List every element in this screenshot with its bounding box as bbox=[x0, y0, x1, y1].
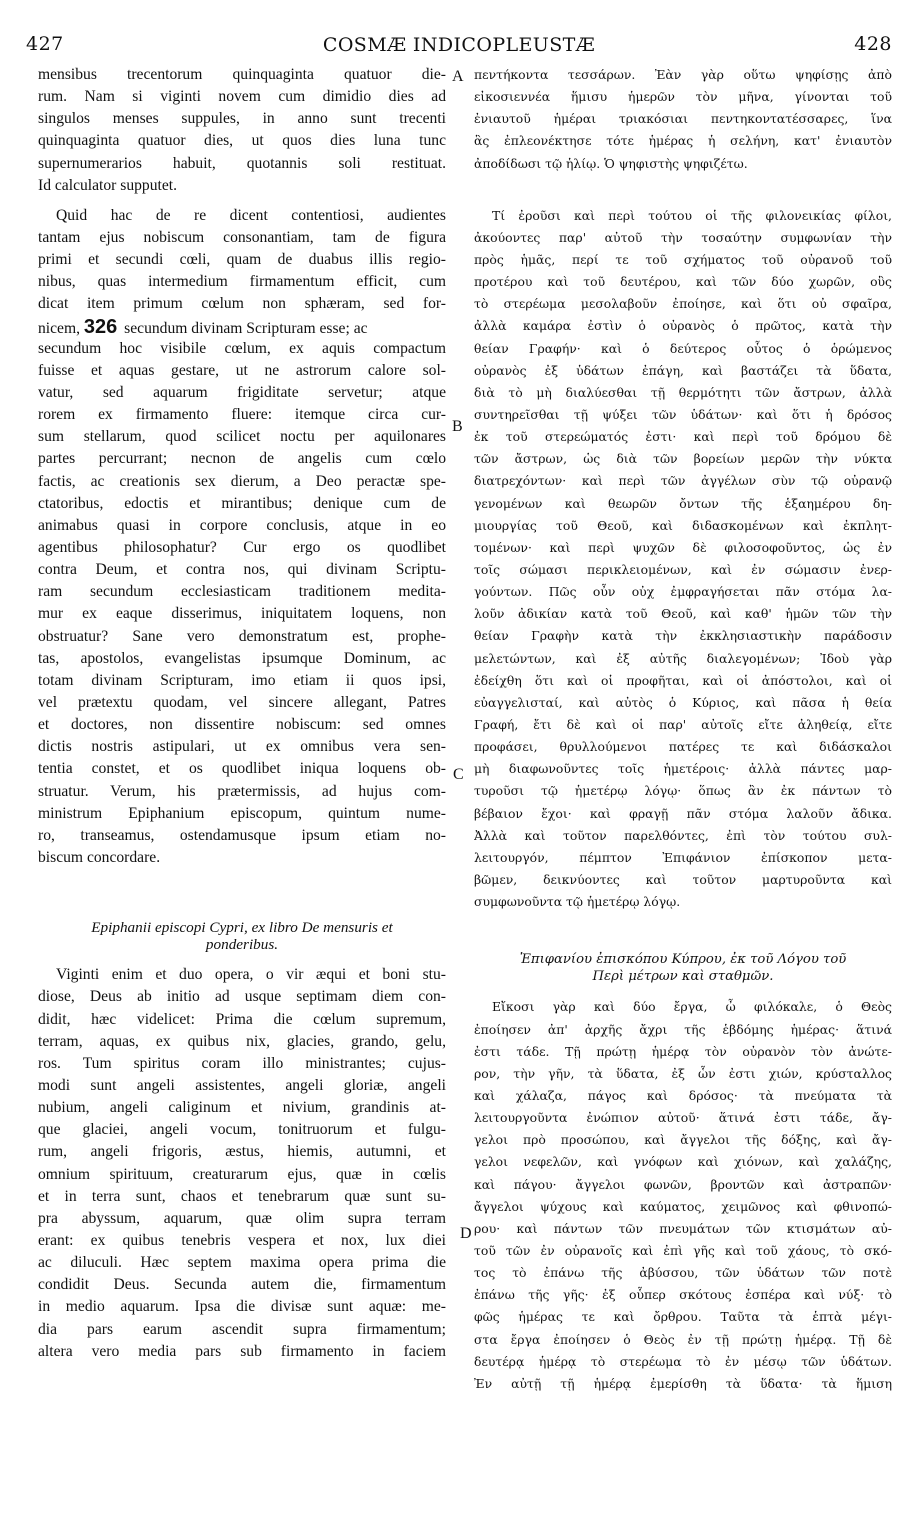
text-line: λειτουργοῦντα ἐνώπιον αὐτοῦ· ἅτινά ἐστι τάδε, ἄγ- bbox=[474, 1110, 892, 1126]
text-line: λοῦν ἀδικίαν κατὰ τοῦ Θεοῦ, καὶ καθ' ἡμῶν τῶν τὴν bbox=[474, 606, 892, 622]
text-line: dicat item primum cœlum non sphæram, sed for- bbox=[38, 295, 446, 313]
text-line: contra Deum, et contra nos, qui divinam Scriptu- bbox=[38, 561, 446, 579]
text-line: μὴ διαφωνοῦντες τοῖς ἡμετέροις· ἀλλὰ πάντες μαρ- bbox=[474, 761, 892, 777]
text-line: καὶ πάγου· ἄγγελοι φωνῶν, βροντῶν καὶ ἀστραπῶν· bbox=[474, 1176, 892, 1192]
text-line: θείαν Γραφήν· καὶ ὁ δεύτερος οὗτος ὁ ὁρώμενος bbox=[474, 340, 892, 356]
spacer bbox=[474, 175, 892, 205]
text-line: γούντων. Πῶς οὖν οὐχ ἐμφραγήσεται πᾶν στόμα λα- bbox=[474, 584, 892, 600]
text-line: ἐδείχθη ὅτι καὶ οἱ προφῆται, καὶ οἱ ἀπόστολοι, καὶ οἱ bbox=[474, 672, 892, 688]
text-line: θείαν Γραφὴν κατὰ τὴν ἐκκλησιαστικὴν παράδοσιν bbox=[474, 628, 892, 644]
text-line: ac diluculi. Hæc septem maxima opera prima die bbox=[38, 1254, 446, 1272]
text-line: in medio aquarum. Ipsa die divisæ sunt aquæ: me- bbox=[38, 1298, 446, 1316]
text-line: vatur, sed aquarum frigiditate servetur; atque bbox=[38, 383, 446, 401]
text-line: rorem ex firmamento fluere: itemque circa cur- bbox=[38, 406, 446, 424]
text-line: mensibus trecentorum quinquaginta quatuor die- bbox=[38, 66, 446, 83]
text-line: omnium spirituum, creaturarum ejus, quæ in cœlis bbox=[38, 1165, 446, 1183]
text-line: quinquaginta quatuor dies, ut quos dies luna tunc bbox=[38, 132, 446, 150]
text-line: biscum concordare. bbox=[38, 848, 161, 866]
text-line: et in terra sunt, chaos et tenebrarum quæ sunt su- bbox=[38, 1187, 446, 1205]
text-line: nubium, angeli caliginum et nivium, grandinis at- bbox=[38, 1099, 446, 1117]
heading-line: Περὶ μέτρων καὶ σταθμῶν. bbox=[592, 969, 774, 985]
text-line: προφάσει, θρυλλούμενοι πατέρες τε καὶ διδάσκαλοι bbox=[474, 739, 892, 755]
text-line: pra abyssum, aquarum, quæ olim supra terram bbox=[38, 1209, 446, 1227]
text-line: βῶμεν, δεικνύοντες καὶ τοῦτον μαρτυροῦντα καὶ bbox=[474, 871, 892, 887]
text-line: primi et secundi cœli, quam de duabus illis regio- bbox=[38, 251, 446, 269]
text-line: πρὸς ἡμᾶς, περί τε τοῦ σχήματος τοῦ οὐρανοῦ τοῦ bbox=[474, 251, 892, 267]
text-line: didit, hæc videlicet: Prima die cœlum supremum, bbox=[38, 1010, 446, 1028]
text-line: ἐπάνω τῆς γῆς· ἐξ οὗπερ σκότους ἑσπέρα καὶ νύξ· τὸ bbox=[474, 1287, 892, 1303]
text-line: Εἴκοσι γὰρ καὶ δύο ἔργα, ὦ φιλόκαλε, ὁ Θεὸς bbox=[492, 999, 892, 1015]
margin-marker-a: A bbox=[452, 68, 464, 85]
text-line: struatur. Verum, his prætermissis, ad hujus com- bbox=[38, 782, 446, 800]
text-line: φῶς ἡμέρας τε καὶ ὄρθρου. Ταῦτα τὰ ἑπτὰ μέγι- bbox=[474, 1309, 892, 1325]
text-line: agentibus philosophatur? Cur ergo os quodlibet bbox=[38, 538, 446, 556]
text-line: τυροῦσι τῷ ἡμετέρῳ λόγῳ· ὅπως ἂν ἐκ πάντων τὸ bbox=[474, 783, 892, 799]
text-line: τῶν ἄστρων, ὡς διὰ τῶν βορείων μερῶν τὴν νύκτα bbox=[474, 451, 892, 467]
text-line: δευτέρᾳ ἡμέρᾳ τὸ στερέωμα τὸ ἐν μέσῳ τῶν ὑδάτων. bbox=[474, 1353, 892, 1369]
text-line: τος τὸ ἐπάνω τῆς ἀβύσσου, τῶν ὑδάτων τῶν ποτὲ bbox=[474, 1265, 892, 1281]
text-line: Quid hac de re dicent contentiosi, audientes bbox=[56, 206, 446, 224]
text-line: συντηρεῖσθαι τῇ ψύξει τῶν ὑδάτων· καὶ ὅτι ἡ δρόσος bbox=[474, 406, 892, 422]
text-line: ἄγγελοι ψύχους καὶ καύματος, χειμῶνος καὶ φθινοπώ- bbox=[474, 1198, 892, 1214]
spacer bbox=[474, 913, 892, 949]
text-line: ἃς ἐπλεονέκτησε τότε ἡμέρας ἡ σελήνη, κατ' ἐνιαυτὸν bbox=[474, 133, 892, 149]
running-title: COSMÆ INDICOPLEUSTÆ bbox=[322, 34, 596, 56]
text-line: ctatoribus, edoctis et mirantibus; denique cum de bbox=[38, 494, 446, 512]
text-line: ἐποίησεν ἀπ' ἀρχῆς ἄχρι τῆς ἑβδόμης ἡμέρας· ἅτινά bbox=[474, 1021, 892, 1037]
line-segment: secundum divinam Scripturam esse; ac bbox=[120, 319, 368, 337]
text-line: προτέρου καὶ τοῦ δευτέρου, καὶ τῶν δύο χωρῶν, οὓς bbox=[474, 274, 892, 290]
text-line: μελετώντων, καὶ ἐξ αὐτῆς διαλεγομένων; Ἰδοὺ γὰρ bbox=[474, 650, 892, 666]
text-line: ἐκ τοῦ στερεώματός ἐστι· καὶ περὶ τοῦ δρόμου δὲ bbox=[474, 429, 892, 445]
text-line: Viginti enim et duo opera, o vir æqui et boni stu- bbox=[56, 966, 446, 984]
text-line: στα ἔργα ἐποίησεν ὁ Θεὸς ἐν τῇ πρώτῃ ἡμέρᾳ. Τῇ δὲ bbox=[474, 1331, 892, 1347]
greek-column bbox=[474, 64, 892, 1395]
latin-paragraph-1 bbox=[38, 64, 446, 197]
greek-section-heading bbox=[474, 949, 892, 988]
latin-column bbox=[38, 64, 446, 1363]
text-line: diose, Deus ab initio ad usque septimam diem con- bbox=[38, 988, 446, 1006]
text-line: γενομένων καὶ θεωρῶν ὄντων τῆς ἑξαημέρου δη- bbox=[474, 495, 892, 511]
spacer bbox=[38, 869, 446, 917]
text-line: supernumerarios habuit, quotannis soli restituat. bbox=[38, 154, 446, 172]
text-line: terram, aquas, ex quibus nix, glacies, grando, gelu, bbox=[38, 1032, 446, 1050]
text-line: διὰ τὸ μὴ διαλύεσθαι τῇ θερμότητι τῶν ἄστρων, ἀλλὰ bbox=[474, 384, 892, 400]
text-line: ro, transeamus, ostendamusque ipsum etiam no- bbox=[38, 826, 446, 844]
text-line: Τί ἐροῦσι καὶ περὶ τούτου οἱ τῆς φιλονεικίας φίλοι, bbox=[492, 207, 892, 223]
text-line: συμφωνοῦντα τῷ ἡμετέρῳ λόγῳ. bbox=[474, 894, 681, 910]
text-line: λειτουργόν, πέμπτον Ἐπιφάνιον ἐπίσκοπον μετα- bbox=[474, 849, 892, 865]
text-line: ἐστι τάδε. Τῇ πρώτῃ ἡμέρᾳ τὸν οὐρανὸν τὸν ἀνώτε- bbox=[474, 1043, 892, 1059]
text-line: rum, angeli frigoris, æstus, hiemis, autumni, et bbox=[38, 1143, 446, 1161]
text-line: οὐρανὸς ἐξ ὑδάτων ἐπάγη, καὶ βαστάζει τὰ ὕδατα, bbox=[474, 362, 892, 378]
text-line: mur ex eaque disserimus, iniquitatem loquens, non bbox=[38, 605, 446, 623]
text-line: dia pars earum ascendit supra firmamentum; bbox=[38, 1320, 446, 1338]
latin-paragraph-2 bbox=[38, 205, 446, 869]
text-line: μιουργίας τοῦ Θεοῦ, καὶ διδασκομένων καὶ ἐκπλητ- bbox=[474, 517, 892, 533]
greek-paragraph-3 bbox=[474, 996, 892, 1395]
text-line: ρον, τὴν γῆν, τὰ ὕδατα, ἐξ ὧν ἐστι χιών, κρύσταλλος bbox=[474, 1065, 892, 1081]
text-line: erant: ex quibus tenebris vespera et nox, lux diei bbox=[38, 1232, 446, 1250]
text-line: animabus quasi in corpore conclusis, atque in eo bbox=[38, 516, 446, 534]
text-line: ram secundum ecclesiasticam traditionem medita- bbox=[38, 583, 446, 601]
text-line: tas, apostolos, evangelistas ipsumque Dominum, ac bbox=[38, 649, 446, 667]
text-line: τοῖς σώμασι περικλειομένων, καὶ ἐν σώμασιν ἐνερ- bbox=[474, 561, 892, 577]
text-line: singulos menses suppules, in anno sunt trecenti bbox=[38, 110, 446, 128]
text-line: τοῦ τῶν ἐν οὐρανοῖς καὶ ἐπὶ γῆς καὶ τοῦ χάους, τὸ σκό- bbox=[474, 1243, 892, 1259]
margin-marker-b: B bbox=[452, 418, 463, 435]
greek-paragraph-1 bbox=[474, 64, 892, 175]
text-line: obstruatur? Sane vero demonstratum est, prophe- bbox=[38, 627, 446, 645]
heading-line: Epiphanii episcopi Cypri, ex libro De mensuris et bbox=[91, 919, 393, 937]
text-line: Ἀλλὰ καὶ τοῦτον παρελθόντες, ἐπὶ τὸν τούτου συλ- bbox=[474, 827, 892, 843]
margin-marker-d: D bbox=[460, 1225, 472, 1242]
text-line: sum stellarum, quod scilicet noctu per aquilonares bbox=[38, 428, 446, 446]
text-line: τὸ στερέωμα μεσολαβοῦν ἐποίησε, καὶ ὅτι οὐ σφαῖρα, bbox=[474, 296, 892, 312]
text-line: partes percurrant; necnon de angelis cum cœlo bbox=[38, 450, 446, 468]
text-line: que glaciei, angeli vocum, tonitruorum et fulgu- bbox=[38, 1121, 446, 1139]
text-line: βέβαιον ἔχοι· καὶ φραγῇ πᾶν στόμα λαλοῦν ἄδικα. bbox=[474, 805, 892, 821]
text-line: ros. Tum spiritus coram illo ministrantes; cujus- bbox=[38, 1054, 446, 1072]
text-line: totam divinam Scripturam, imo etiam ii quos ipsi, bbox=[38, 671, 446, 689]
text-line: πεντήκοντα τεσσάρων. Ἐὰν γὰρ οὕτω ψηφίσῃς ἀπὸ bbox=[474, 67, 892, 82]
latin-paragraph-3 bbox=[38, 964, 446, 1363]
text-line: τομένων· καὶ περὶ ψυχῶν δὲ φιλοσοφοῦντος, ὡς ἐν bbox=[474, 539, 892, 555]
greek-paragraph-2 bbox=[474, 205, 892, 914]
text-line: ἀλλὰ καμάρα ἐστὶν ὁ οὐρανὸς ὁ πρῶτος, κατὰ τὴν bbox=[474, 318, 892, 334]
text-line-with-column-number bbox=[38, 316, 446, 338]
text-line: ἐνιαυτοῦ ἡμέραι τριακόσιαι πεντηκοντατέσσαρες, ἵνα bbox=[474, 111, 892, 127]
heading-line: Ἐπιφανίου ἐπισκόπου Κύπρου, ἐκ τοῦ Λόγου τοῦ bbox=[519, 952, 847, 968]
page-number-right: 428 bbox=[854, 33, 892, 55]
latin-section-heading bbox=[38, 917, 446, 956]
text-line: Ἐν αὐτῇ τῇ ἡμέρᾳ ἐμερίσθη τὰ ὕδατα· τὰ ἥμιση bbox=[474, 1375, 892, 1391]
page-number-left: 427 bbox=[26, 33, 64, 55]
spacer bbox=[38, 197, 446, 205]
text-line: γελοι πρὸ προσώπου, καὶ ἄγγελοι τῆς δόξης, καὶ ἄγ- bbox=[474, 1132, 892, 1148]
column-number: 326 bbox=[83, 315, 118, 338]
text-line: dictis nostris astipulari, ut ex omnibus vera sen- bbox=[38, 738, 446, 756]
text-line: ἀποδίδωσι τῷ ἡλίῳ. Ὁ ψηφιστὴς ψηφιζέτω. bbox=[474, 155, 748, 171]
text-line: ρου· καὶ πάντων τῶν πνευμάτων τῶν κτισμάτων αὐ- bbox=[474, 1220, 892, 1236]
text-line: et doctores, non dissentire nobiscum: sed omnes bbox=[38, 716, 446, 734]
spacer bbox=[474, 988, 892, 996]
text-line: ministrum Epiphanium episcopum, quintum nume- bbox=[38, 804, 446, 822]
text-line: γελοι νεφελῶν, καὶ γνόφων καὶ χιόνων, καὶ χαλάζης, bbox=[474, 1154, 892, 1170]
text-line: εὐαγγελισταί, καὶ αὐτὸς ὁ Κύριος, καὶ πᾶσα ἡ θεία bbox=[474, 694, 892, 710]
text-line: vel prætextu quodam, vel sincere allegant, Patres bbox=[38, 693, 446, 711]
spacer bbox=[38, 956, 446, 964]
text-line: Id calculator supputet. bbox=[38, 176, 177, 194]
text-line: tantam ejus nobiscum consonantiam, tam de figura bbox=[38, 228, 446, 246]
text-line: modi sunt angeli assistentes, angeli gloriæ, angeli bbox=[38, 1077, 446, 1095]
text-line: ἀκούοντες παρ' αὐτοῦ τὴν τοσαύτην συμφωνίαν τὴν bbox=[474, 229, 892, 245]
running-header bbox=[26, 33, 892, 59]
text-line: fuisse et aquas gestare, ut ne astrorum calore sol- bbox=[38, 361, 446, 379]
text-line: rum. Nam si viginti novem cum dimidio dies ad bbox=[38, 88, 446, 106]
text-line: tentia constet, et os quodlibet iniqua loquens ob- bbox=[38, 760, 446, 778]
text-line: altera vero media pars sub firmamento in faciem bbox=[38, 1342, 446, 1360]
margin-marker-c: C bbox=[453, 766, 464, 783]
text-line: nibus, quas intermedium firmamentum efficit, cum bbox=[38, 273, 446, 291]
line-segment: nicem, bbox=[38, 319, 84, 337]
text-line: Γραφή, ἔτι δὲ καὶ οἱ παρ' αὐτοῖς εἴτε ἀληθείᾳ, εἴτε bbox=[474, 716, 892, 732]
text-line: καὶ χάλαζα, πάγος καὶ δρόσος· τὰ πνεύματα τὰ bbox=[474, 1088, 892, 1104]
heading-line: ponderibus. bbox=[205, 936, 279, 954]
text-line: διατρεχόντων· καὶ περὶ τῶν ἀγγέλων σὺν τῷ οὐρανῷ bbox=[474, 473, 892, 489]
text-line: factis, ac creationis sex dierum, a Deo peractæ spe- bbox=[38, 472, 446, 490]
text-line: secundum hoc visibile cœlum, ex aquis compactum bbox=[38, 339, 446, 357]
text-line: εἰκοσιεννέα ἥμισυ ἡμερῶν τὸν μῆνα, γίνονται τοῦ bbox=[474, 89, 892, 105]
text-line: condidit Deus. Secunda autem die, firmamentum bbox=[38, 1276, 446, 1294]
